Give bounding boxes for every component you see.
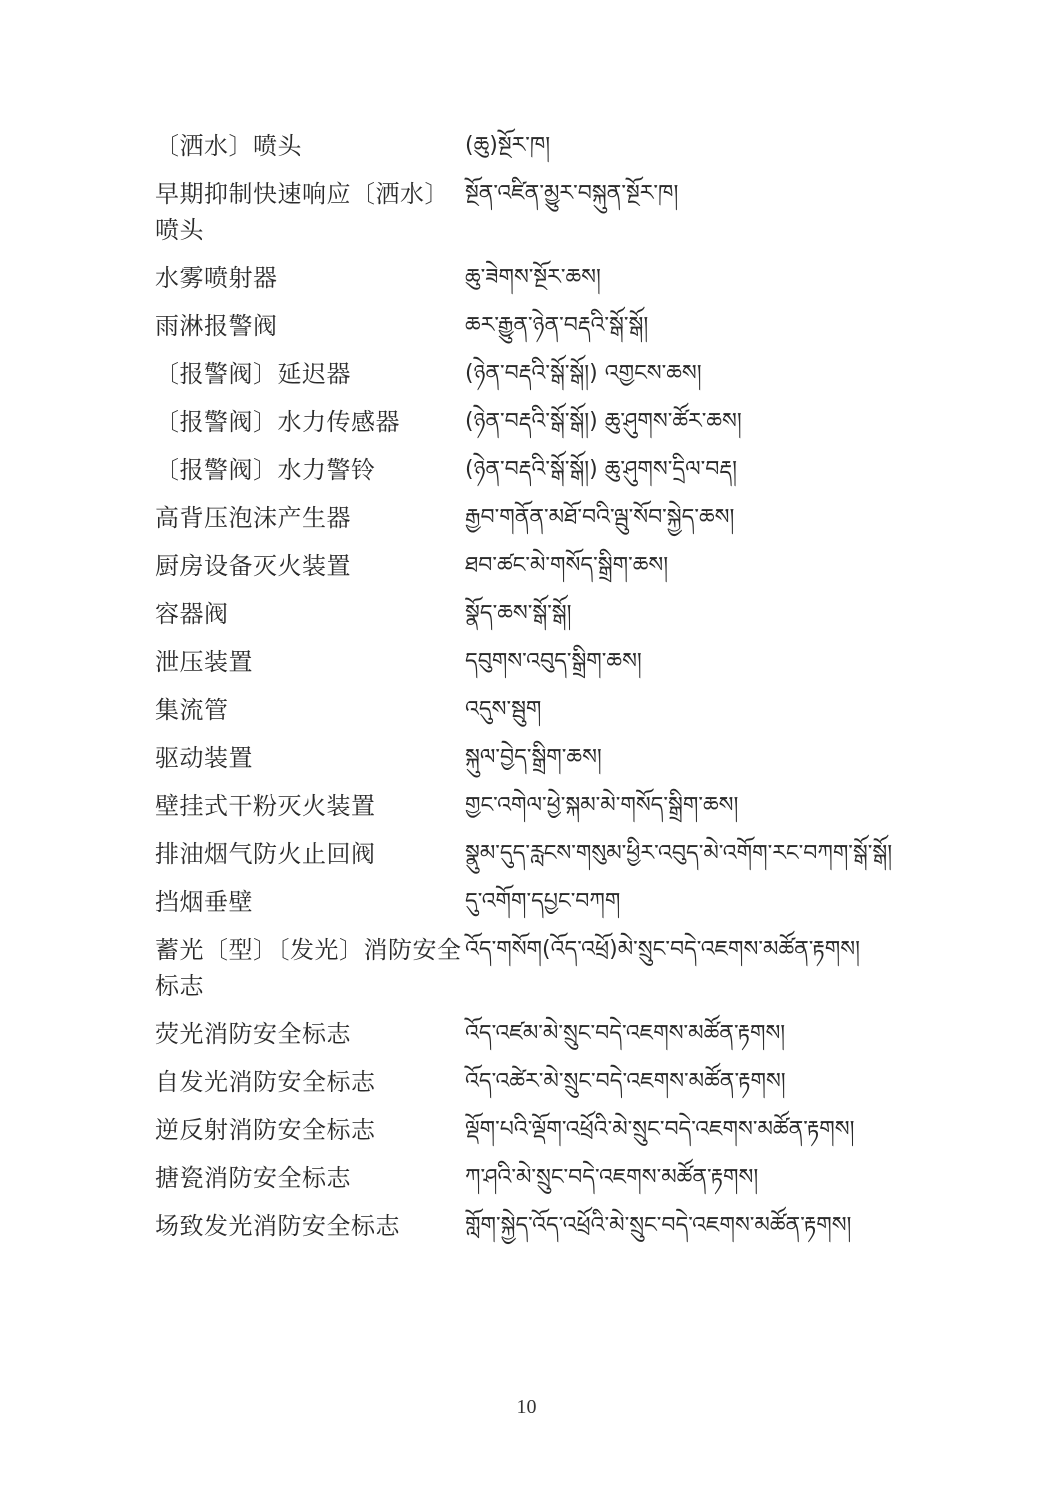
tibetan-term: ལྡོག་པའི་ལྡོག་འཕྲོའི་མེ་སྲུང་བདེ་འཇགས་མཚོན་རྟགས། — [465, 1117, 855, 1142]
glossary-entry — [155, 1064, 915, 1100]
tibetan-term: སྣུམ་དུད་རླངས་གསུམ་ཕྱིར་འབུད་མེ་འགོག་རང་བཀག་སྒོ་སྒོ། — [465, 841, 893, 866]
glossary-list — [155, 128, 915, 1256]
tibetan-term: སྣོད་ཆས་སྒོ་སྒོ། — [465, 601, 572, 626]
chinese-term: 〔报警阀〕水力传感器 — [155, 408, 400, 436]
chinese-term: 驱动装置 — [155, 744, 253, 772]
glossary-entry — [155, 128, 915, 164]
glossary-entry — [155, 596, 915, 632]
tibetan-term: འོད་གསོག(འོད་འཕྲོ)མེ་སྲུང་བདེ་འཇགས་མཚོན་རྟགས། — [465, 937, 861, 962]
chinese-term: 泄压装置 — [155, 648, 253, 676]
glossary-entry — [155, 932, 915, 1004]
chinese-term: 早期抑制快速响应〔洒水〕喷头 — [155, 180, 449, 244]
chinese-term: 逆反射消防安全标志 — [155, 1116, 376, 1144]
tibetan-term: (ཆུ)སྔོར་ཁ། — [465, 133, 551, 158]
chinese-term: 高背压泡沫产生器 — [155, 504, 351, 532]
tibetan-term: འདུས་སྦུག — [465, 697, 542, 722]
glossary-entry — [155, 452, 915, 488]
chinese-term: 自发光消防安全标志 — [155, 1068, 376, 1096]
glossary-entry — [155, 1208, 915, 1244]
tibetan-term: དུ་འགོག་དཔྱང་བཀག — [465, 889, 621, 914]
glossary-entry — [155, 404, 915, 440]
glossary-entry — [155, 836, 915, 872]
tibetan-term: (ཉེན་བརྡའི་སྒོ་སྒོ།) འགྱངས་ཆས། — [465, 361, 702, 386]
tibetan-term: དབུགས་འབུད་སྒྲིག་ཆས། — [465, 649, 642, 674]
page-number: 10 — [516, 1396, 537, 1418]
chinese-term: 场致发光消防安全标志 — [155, 1212, 400, 1240]
chinese-term: 排油烟气防火止回阀 — [155, 840, 376, 868]
tibetan-term: ཀ་ཤའི་མེ་སྲུང་བདེ་འཇགས་མཚོན་རྟགས། — [465, 1165, 759, 1190]
chinese-term: 容器阀 — [155, 600, 229, 628]
chinese-term: 水雾喷射器 — [155, 264, 278, 292]
tibetan-term: (ཉེན་བརྡའི་སྒོ་སྒོ།) ཆུ་ཤུགས་དྲིལ་བརྡ། — [465, 457, 737, 482]
tibetan-term: འོད་འཛམ་མེ་སྲུང་བདེ་འཇགས་མཚོན་རྟགས། — [465, 1021, 786, 1046]
tibetan-term: ཐབ་ཚང་མེ་གསོད་སྒྲིག་ཆས། — [465, 553, 669, 578]
glossary-entry — [155, 644, 915, 680]
tibetan-term: གློག་སྐྱེད་འོད་འཕྲོའི་མེ་སྲུང་བདེ་འཇགས་མཚོན་རྟགས། — [465, 1213, 852, 1238]
chinese-term: 搪瓷消防安全标志 — [155, 1164, 351, 1192]
chinese-term: 〔报警阀〕水力警铃 — [155, 456, 376, 484]
glossary-entry — [155, 1112, 915, 1148]
glossary-entry — [155, 788, 915, 824]
tibetan-term: སྔོན་འཛིན་མྱུར་བསྐུན་སྔོར་ཁ། — [465, 181, 679, 206]
chinese-term: 〔报警阀〕延迟器 — [155, 360, 351, 388]
glossary-entry — [155, 308, 915, 344]
tibetan-term: འོད་འཚེར་མེ་སྲུང་བདེ་འཇགས་མཚོན་རྟགས། — [465, 1069, 786, 1094]
glossary-entry — [155, 1016, 915, 1052]
glossary-entry — [155, 176, 915, 248]
glossary-entry — [155, 884, 915, 920]
glossary-entry — [155, 740, 915, 776]
glossary-entry — [155, 548, 915, 584]
glossary-entry — [155, 692, 915, 728]
chinese-term: 蓄光〔型〕〔发光〕消防安全标志 — [155, 936, 462, 1000]
tibetan-term: སྐུལ་བྱེད་སྒྲིག་ཆས། — [465, 745, 602, 770]
chinese-term: 荧光消防安全标志 — [155, 1020, 351, 1048]
tibetan-term: རྒྱབ་གནོན་མཐོ་བའི་ལྦུ་སོབ་སྐྱེད་ཆས། — [465, 505, 735, 530]
chinese-term: 集流管 — [155, 696, 229, 724]
glossary-entry — [155, 500, 915, 536]
tibetan-term: (ཉེན་བརྡའི་སྒོ་སྒོ།) ཆུ་ཤུགས་ཚོར་ཆས། — [465, 409, 742, 434]
chinese-term: 〔洒水〕喷头 — [155, 132, 302, 160]
glossary-entry — [155, 1160, 915, 1196]
tibetan-term: ཆར་རྒྱུན་ཉེན་བརྡའི་སྒོ་སྒོ། — [465, 313, 649, 338]
glossary-entry — [155, 260, 915, 296]
tibetan-term: གྱང་འགེལ་ཕྱེ་སྐམ་མེ་གསོད་སྒྲིག་ཆས། — [465, 793, 739, 818]
chinese-term: 壁挂式干粉灭火装置 — [155, 792, 376, 820]
glossary-entry — [155, 356, 915, 392]
chinese-term: 雨淋报警阀 — [155, 312, 278, 340]
chinese-term: 挡烟垂壁 — [155, 888, 253, 916]
chinese-term: 厨房设备灭火装置 — [155, 552, 351, 580]
tibetan-term: ཆུ་ཟེགས་སྔོར་ཆས། — [465, 265, 601, 290]
